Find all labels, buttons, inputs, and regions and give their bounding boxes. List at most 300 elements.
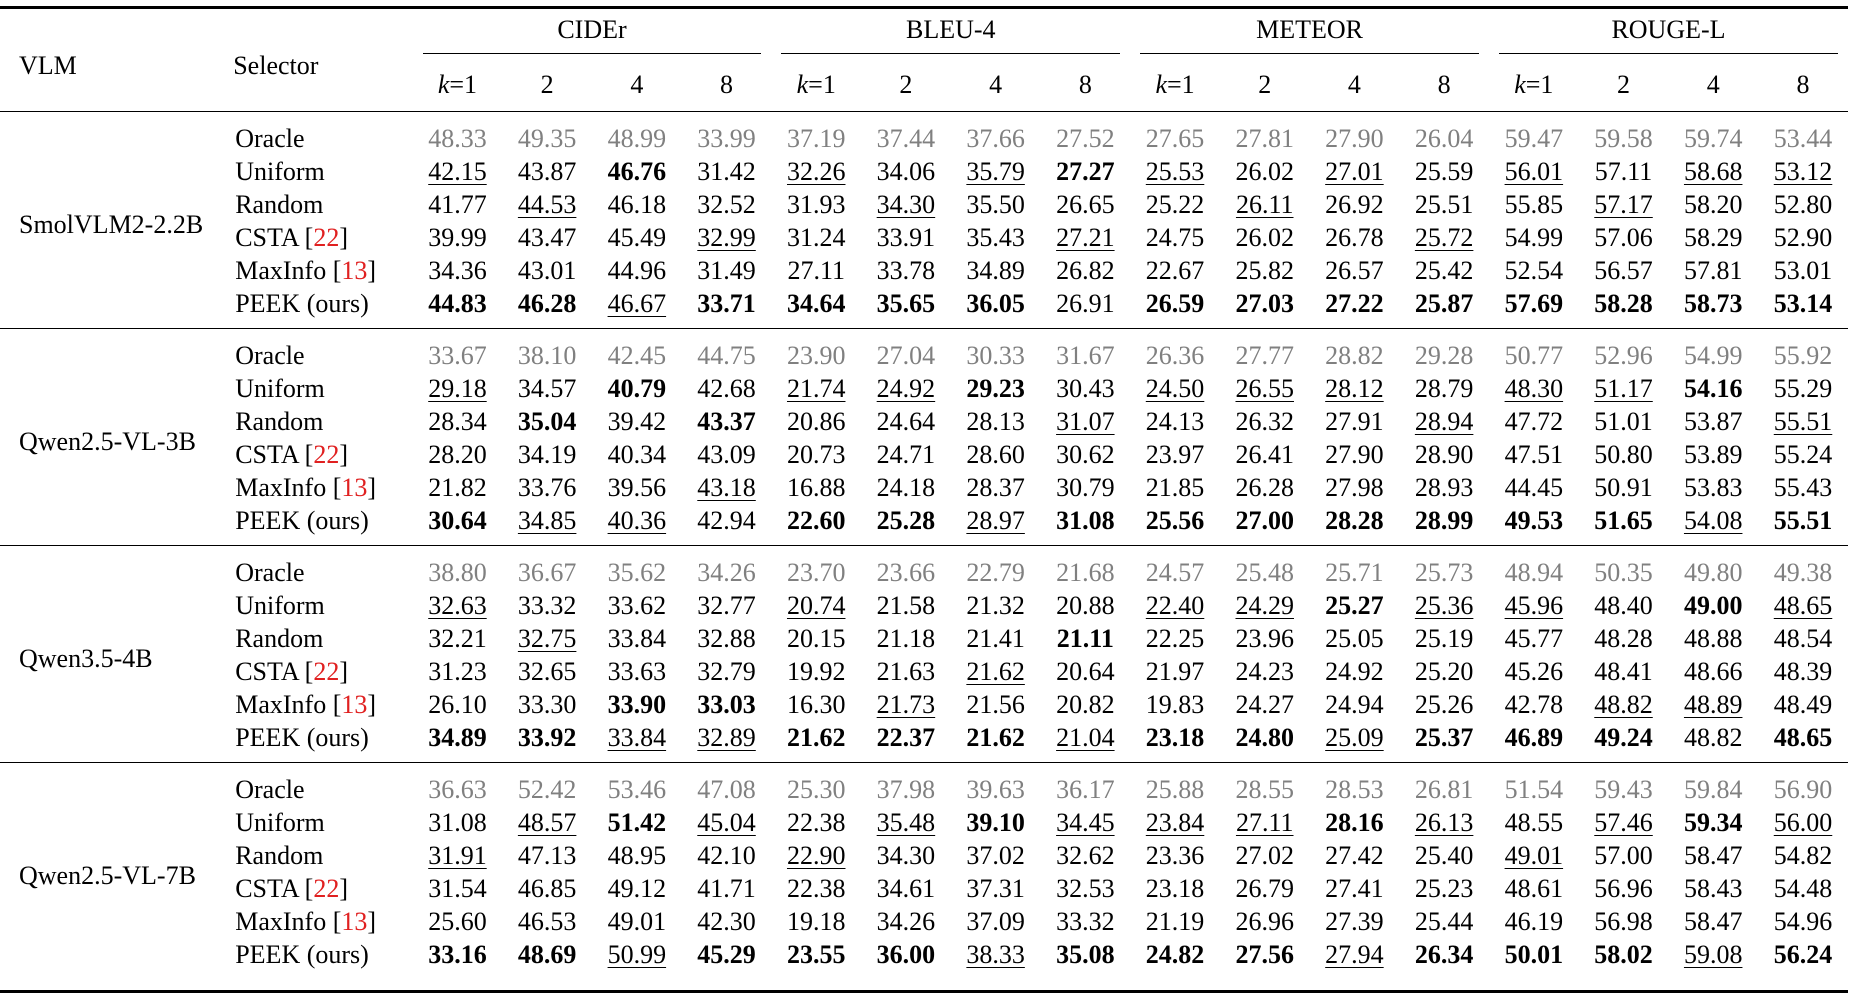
metric-value-text: 43.18	[697, 472, 756, 502]
metric-value	[951, 905, 1041, 938]
metric-value	[771, 504, 861, 546]
metric-value	[951, 839, 1041, 872]
metric-value	[1579, 622, 1669, 655]
metric-value-text: 30.64	[428, 505, 487, 535]
metric-value-text: 35.65	[876, 288, 936, 318]
table-row	[0, 546, 1848, 590]
metric-value	[682, 655, 772, 688]
metric-value-text: 35.62	[607, 557, 667, 587]
metric-value-text: 21.41	[966, 623, 1025, 653]
metric-value-text: 29.28	[1414, 340, 1474, 370]
metric-value	[1758, 589, 1848, 622]
metric-value-text: 25.60	[428, 906, 487, 936]
metric-value-text: 27.04	[876, 340, 936, 370]
metric-value	[1668, 254, 1758, 287]
metric-value-text: 50.80	[1594, 439, 1653, 469]
metric-value-text: 34.89	[966, 255, 1025, 285]
selector-label: Oracle	[235, 774, 305, 804]
metric-value	[1130, 622, 1220, 655]
metric-value-text: 58.29	[1683, 222, 1743, 252]
metric-value	[502, 155, 592, 188]
metric-value	[1758, 188, 1848, 221]
metric-value	[1758, 329, 1848, 373]
metric-value	[1220, 655, 1310, 688]
citation-link[interactable]: 22	[313, 222, 340, 252]
metric-value	[951, 438, 1041, 471]
metric-value	[1310, 438, 1400, 471]
metric-value	[592, 438, 682, 471]
metric-value	[1758, 405, 1848, 438]
selector-label: Random	[235, 406, 324, 436]
metric-value-text: 52.54	[1504, 255, 1564, 285]
metric-value	[771, 546, 861, 590]
metric-value	[592, 329, 682, 373]
metric-value-text: 53.89	[1683, 439, 1743, 469]
table-row	[0, 872, 1848, 905]
metric-value	[861, 655, 951, 688]
metric-value	[1489, 254, 1579, 287]
metric-value-text: 35.50	[966, 189, 1025, 219]
metric-value-text: 26.32	[1235, 406, 1294, 436]
metric-value	[1220, 112, 1310, 156]
metric-value	[1220, 763, 1310, 807]
metric-value-text: 37.66	[966, 123, 1025, 153]
metric-value-text: 39.56	[607, 472, 667, 502]
metric-value	[682, 905, 772, 938]
selector-label: MaxInfo	[235, 906, 327, 936]
metric-value	[1758, 471, 1848, 504]
selector-label: Random	[235, 840, 324, 870]
metric-value	[502, 221, 592, 254]
metric-value-text: 48.28	[1594, 623, 1653, 653]
metric-value	[1579, 839, 1669, 872]
metric-value-text: 55.92	[1773, 340, 1833, 370]
metric-value-text: 48.66	[1683, 656, 1743, 686]
metric-value	[1040, 688, 1130, 721]
metric-value	[861, 905, 951, 938]
metric-value-text: 40.34	[607, 439, 667, 469]
metric-value	[1040, 254, 1130, 287]
metric-value-text: 35.08	[1056, 939, 1115, 969]
metric-value-text: 22.90	[786, 840, 846, 870]
metric-value-text: 34.61	[876, 873, 936, 903]
metric-value-text: 53.83	[1683, 472, 1743, 502]
metric-value	[1399, 905, 1489, 938]
metric-value	[1758, 806, 1848, 839]
metric-value	[1220, 721, 1310, 763]
metric-value	[1310, 504, 1400, 546]
k-header-cell: 8	[720, 70, 734, 99]
metric-value	[1130, 938, 1220, 979]
metric-value-text: 21.74	[786, 373, 846, 403]
metric-value	[1220, 287, 1310, 329]
metric-value-text: 39.63	[966, 774, 1025, 804]
metric-value	[1040, 905, 1130, 938]
citation-link[interactable]: 13	[341, 255, 368, 285]
metric-value-text: 22.38	[786, 807, 846, 837]
metric-value-text: 50.35	[1594, 557, 1653, 587]
metric-value-text: 23.84	[1145, 807, 1205, 837]
metric-value	[502, 721, 592, 763]
metric-value	[1310, 655, 1400, 688]
metric-value-text: 41.77	[428, 189, 487, 219]
metric-value	[592, 806, 682, 839]
metric-value	[413, 546, 503, 590]
table-row	[0, 504, 1848, 546]
metric-value-text: 26.91	[1056, 288, 1115, 318]
bottom-rule	[0, 990, 1848, 993]
metric-value-text: 28.82	[1325, 340, 1384, 370]
metric-value-text: 21.19	[1145, 906, 1205, 936]
table-row	[0, 688, 1848, 721]
metric-value	[1399, 872, 1489, 905]
selector-column-header: Selector	[233, 8, 412, 112]
metric-value	[1399, 438, 1489, 471]
metric-value-text: 25.51	[1414, 189, 1474, 219]
metric-value-text: 48.95	[607, 840, 667, 870]
metric-value	[1758, 839, 1848, 872]
metric-value	[682, 763, 772, 807]
metric-value-text: 21.32	[966, 590, 1025, 620]
metric-value-text: 27.01	[1325, 156, 1384, 186]
metric-value	[1399, 254, 1489, 287]
metric-value	[1040, 589, 1130, 622]
metric-value-text: 25.48	[1235, 557, 1294, 587]
metric-value	[682, 806, 772, 839]
metric-value-text: 24.27	[1235, 689, 1294, 719]
metric-group-bleu4	[771, 8, 1130, 60]
metric-value	[502, 938, 592, 979]
metric-value	[1220, 872, 1310, 905]
selector-name	[233, 763, 412, 807]
metric-value	[1489, 622, 1579, 655]
metric-value-text: 34.30	[876, 189, 936, 219]
metric-value-text: 56.96	[1594, 873, 1653, 903]
metric-value	[1130, 655, 1220, 688]
metric-value-text: 34.26	[697, 557, 756, 587]
metric-value-text: 28.94	[1414, 406, 1474, 436]
metric-value	[1668, 721, 1758, 763]
metric-value	[951, 155, 1041, 188]
metric-value	[861, 721, 951, 763]
metric-value	[771, 938, 861, 979]
metric-value-text: 22.79	[966, 557, 1025, 587]
metric-value	[1758, 688, 1848, 721]
metric-value-text: 34.64	[786, 288, 846, 318]
metric-value-text: 23.18	[1145, 722, 1205, 752]
metric-value	[413, 622, 503, 655]
citation-link[interactable]: 22	[313, 439, 340, 469]
metric-value-text: 55.43	[1773, 472, 1833, 502]
metric-value	[1489, 188, 1579, 221]
metric-value	[1040, 872, 1130, 905]
metric-value	[1668, 188, 1758, 221]
metric-value-text: 25.42	[1414, 255, 1474, 285]
metric-value	[502, 254, 592, 287]
metric-group-label: CIDEr	[423, 15, 762, 54]
metric-value	[771, 329, 861, 373]
metric-value-text: 27.65	[1145, 123, 1205, 153]
metric-value-text: 23.55	[786, 939, 846, 969]
metric-value-text: 28.99	[1414, 505, 1474, 535]
header-row-groups	[0, 8, 1848, 60]
metric-value	[951, 546, 1041, 590]
selector-name	[233, 938, 412, 979]
metric-value-text: 43.01	[517, 255, 577, 285]
metric-value	[771, 622, 861, 655]
metric-value-text: 58.02	[1594, 939, 1653, 969]
metric-value	[502, 589, 592, 622]
selector-name	[233, 372, 412, 405]
metric-value	[1130, 763, 1220, 807]
metric-value	[1310, 405, 1400, 438]
metric-value	[1668, 546, 1758, 590]
metric-value-text: 22.38	[786, 873, 846, 903]
citation-link[interactable]: 22	[313, 656, 340, 686]
metric-value-text: 38.33	[966, 939, 1025, 969]
metric-value	[1758, 622, 1848, 655]
metric-value-text: 36.67	[517, 557, 577, 587]
metric-value-text: 25.30	[786, 774, 846, 804]
metric-group-cider	[413, 8, 772, 60]
selector-name	[233, 839, 412, 872]
metric-value-text: 20.86	[786, 406, 846, 436]
metric-value-text: 59.08	[1683, 939, 1743, 969]
metric-value-text: 25.59	[1414, 156, 1474, 186]
metric-value-text: 46.67	[607, 288, 667, 318]
metric-value	[1130, 329, 1220, 373]
metric-value	[1489, 112, 1579, 156]
metric-value	[1040, 839, 1130, 872]
metric-value	[1489, 721, 1579, 763]
metric-value-text: 43.09	[697, 439, 756, 469]
metric-value-text: 26.82	[1056, 255, 1115, 285]
metric-value-text: 33.62	[607, 590, 667, 620]
metric-value	[1489, 287, 1579, 329]
metric-value-text: 32.89	[697, 722, 756, 752]
metric-value	[861, 329, 951, 373]
metric-value-text: 49.53	[1504, 505, 1564, 535]
table-row	[0, 329, 1848, 373]
metric-value	[1579, 188, 1669, 221]
metric-value	[861, 938, 951, 979]
metric-value-text: 55.51	[1773, 505, 1833, 535]
metric-value	[1758, 905, 1848, 938]
metric-value	[1220, 839, 1310, 872]
metric-value	[1130, 546, 1220, 590]
metric-value	[1220, 221, 1310, 254]
table-row	[0, 405, 1848, 438]
table-row	[0, 221, 1848, 254]
metric-value-text: 56.90	[1773, 774, 1833, 804]
metric-value	[1310, 546, 1400, 590]
metric-value-text: 44.83	[428, 288, 487, 318]
metric-value-text: 33.99	[697, 123, 756, 153]
metric-value	[1040, 806, 1130, 839]
metric-value-text: 58.73	[1683, 288, 1743, 318]
table-row	[0, 839, 1848, 872]
metric-value-text: 53.44	[1773, 123, 1833, 153]
metric-value-text: 39.42	[607, 406, 667, 436]
metric-value	[1130, 405, 1220, 438]
selector-label: PEEK (ours)	[235, 288, 369, 318]
metric-value	[682, 112, 772, 156]
selector-label: Oracle	[235, 123, 305, 153]
metric-value-text: 27.00	[1235, 505, 1294, 535]
metric-value	[1579, 905, 1669, 938]
metric-value-text: 25.05	[1325, 623, 1384, 653]
metric-value-text: 22.37	[876, 722, 936, 752]
metric-value-text: 34.26	[876, 906, 936, 936]
selector-label: Oracle	[235, 340, 305, 370]
metric-value	[1489, 471, 1579, 504]
metric-value	[682, 405, 772, 438]
metric-value-text: 20.73	[786, 439, 846, 469]
metric-value	[1040, 938, 1130, 979]
metric-value	[861, 405, 951, 438]
k-header-cell: 4	[1706, 70, 1720, 99]
metric-value-text: 26.59	[1145, 288, 1205, 318]
metric-value	[592, 872, 682, 905]
metric-value	[502, 471, 592, 504]
metric-value-text: 21.56	[966, 689, 1025, 719]
metric-value	[413, 471, 503, 504]
metric-value	[1579, 806, 1669, 839]
metric-value	[1579, 329, 1669, 373]
k-header-cell: 8	[1078, 70, 1092, 99]
metric-value	[1668, 655, 1758, 688]
vlm-column-header: VLM	[0, 8, 233, 112]
metric-value-text: 27.11	[1235, 807, 1294, 837]
metric-value	[1579, 112, 1669, 156]
metric-value	[413, 688, 503, 721]
table-row	[0, 188, 1848, 221]
metric-value-text: 44.53	[517, 189, 577, 219]
metric-value-text: 25.22	[1145, 189, 1205, 219]
selector-label: MaxInfo	[235, 689, 327, 719]
metric-value-text: 46.85	[517, 873, 577, 903]
metric-value	[1130, 112, 1220, 156]
metric-value-text: 25.40	[1414, 840, 1474, 870]
metric-value-text: 32.62	[1056, 840, 1115, 870]
metric-value	[682, 546, 772, 590]
metric-value	[861, 839, 951, 872]
metric-value	[682, 188, 772, 221]
metric-value-text: 47.08	[697, 774, 756, 804]
metric-value-text: 30.33	[966, 340, 1025, 370]
metric-value	[502, 546, 592, 590]
metric-value-text: 31.93	[786, 189, 846, 219]
metric-value-text: 33.32	[1056, 906, 1115, 936]
metric-value-text: 32.99	[697, 222, 756, 252]
metric-value	[1310, 763, 1400, 807]
metric-value-text: 38.10	[517, 340, 577, 370]
metric-value	[1310, 471, 1400, 504]
metric-value-text: 24.71	[876, 439, 936, 469]
metric-value	[951, 688, 1041, 721]
metric-value	[1310, 372, 1400, 405]
metric-value	[592, 938, 682, 979]
metric-value	[861, 546, 951, 590]
metric-value	[1130, 905, 1220, 938]
metric-value-text: 58.20	[1683, 189, 1743, 219]
metric-value	[592, 546, 682, 590]
metric-value	[1489, 872, 1579, 905]
metric-value-text: 41.71	[697, 873, 756, 903]
metric-value	[413, 655, 503, 688]
metric-value-text: 56.24	[1773, 939, 1833, 969]
metric-value	[951, 112, 1041, 156]
metric-value-text: 59.74	[1683, 123, 1743, 153]
metric-value	[682, 372, 772, 405]
metric-value	[1220, 622, 1310, 655]
metric-value-text: 59.47	[1504, 123, 1564, 153]
metric-value-text: 46.89	[1504, 722, 1564, 752]
metric-value-text: 46.76	[607, 156, 667, 186]
metric-value-text: 27.39	[1325, 906, 1384, 936]
metric-value	[951, 721, 1041, 763]
metric-value-text: 32.75	[517, 623, 577, 653]
citation-link[interactable]: 13	[341, 906, 368, 936]
metric-value-text: 54.08	[1683, 505, 1743, 535]
metric-value	[1579, 155, 1669, 188]
metric-value-text: 46.19	[1504, 906, 1564, 936]
metric-value-text: 20.74	[786, 590, 846, 620]
citation-link[interactable]: 13	[341, 689, 368, 719]
metric-value-text: 25.72	[1414, 222, 1474, 252]
metric-value-text: 33.84	[607, 722, 667, 752]
metric-value	[1668, 622, 1758, 655]
metric-value	[682, 688, 772, 721]
metric-value	[1399, 655, 1489, 688]
metric-value-text: 45.26	[1504, 656, 1564, 686]
metric-value	[1579, 372, 1669, 405]
metric-value-text: 27.42	[1325, 840, 1384, 870]
metric-value	[502, 622, 592, 655]
metric-value-text: 44.45	[1504, 472, 1564, 502]
k-header-cell: 8	[1796, 70, 1810, 99]
vlm-name: Qwen3.5-4B	[0, 546, 233, 763]
metric-value-text: 27.90	[1325, 123, 1384, 153]
metric-value-text: 25.19	[1414, 623, 1474, 653]
metric-value-text: 28.37	[966, 472, 1025, 502]
metric-value-text: 25.71	[1325, 557, 1384, 587]
metric-value-text: 31.67	[1056, 340, 1115, 370]
metric-value-text: 32.21	[428, 623, 487, 653]
k-header-cell: 8	[1437, 70, 1451, 99]
metric-value-text: 26.92	[1325, 189, 1384, 219]
metric-value	[771, 221, 861, 254]
metric-value-text: 24.29	[1235, 590, 1294, 620]
metric-value-text: 21.62	[966, 722, 1025, 752]
citation-link[interactable]: 13	[341, 472, 368, 502]
metric-value	[1668, 806, 1758, 839]
metric-value	[861, 872, 951, 905]
k-header-cell: k=1	[1155, 70, 1195, 99]
citation-link[interactable]: 22	[313, 873, 340, 903]
metric-value-text: 36.17	[1056, 774, 1115, 804]
metric-value-text: 53.46	[607, 774, 667, 804]
metric-value	[1579, 254, 1669, 287]
metric-value-text: 31.07	[1056, 406, 1115, 436]
metric-value	[771, 806, 861, 839]
metric-value-text: 34.57	[517, 373, 577, 403]
metric-value-text: 54.48	[1773, 873, 1833, 903]
metric-value	[1220, 405, 1310, 438]
metric-value-text: 37.98	[876, 774, 936, 804]
metric-value	[861, 622, 951, 655]
k-header-cell: 4	[989, 70, 1003, 99]
